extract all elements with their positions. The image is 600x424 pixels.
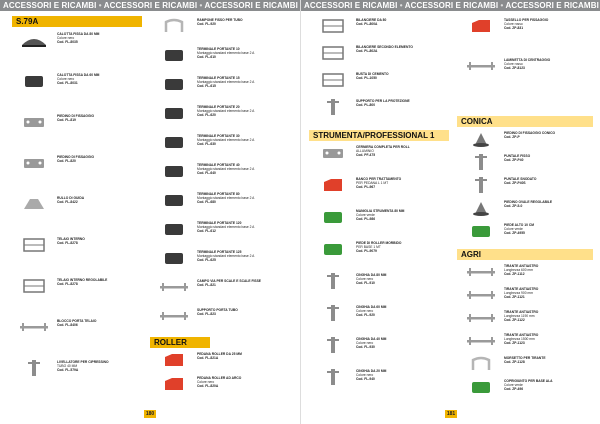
product-entry bbox=[311, 367, 446, 387]
product-description bbox=[356, 18, 451, 26]
product-column-conica bbox=[459, 129, 594, 244]
product-line: Colore nero bbox=[356, 309, 374, 314]
product-line: MANIGLIA STRUMENTA 80 MM bbox=[356, 209, 405, 213]
product-code: Cod. FL-821A bbox=[197, 356, 219, 361]
product-code: Cod. FL-640 bbox=[197, 171, 216, 176]
product-line: TERMINALE PORTANTE 40 bbox=[197, 163, 240, 167]
product-description bbox=[57, 237, 152, 245]
product-code: Cod. FL-8035 bbox=[57, 40, 78, 45]
product-line: BILANCIERE DA 80 bbox=[356, 18, 387, 22]
product-description bbox=[356, 337, 451, 350]
header-text: ACCESSORI E RICAMBI bbox=[404, 1, 499, 10]
product-code: Cod. PL-9079 bbox=[356, 249, 377, 254]
section-title-roller: ROLLER bbox=[150, 337, 210, 348]
product-entry bbox=[152, 350, 292, 370]
product-entry bbox=[152, 248, 292, 268]
product-column-strumenta bbox=[311, 143, 446, 403]
product-entry bbox=[12, 153, 147, 173]
product-line: Colore rosso bbox=[504, 62, 523, 67]
product-description bbox=[57, 32, 152, 45]
product-description bbox=[197, 308, 292, 316]
product-description bbox=[57, 114, 152, 122]
product-code: Cod. FL-920 bbox=[356, 313, 375, 318]
product-photo bbox=[156, 220, 192, 238]
product-column-agri bbox=[459, 262, 594, 402]
product-line: PIEDINO DI FISSAGGIO bbox=[57, 114, 95, 118]
product-line: PIEDINO DI FISSAGGIO CONICO bbox=[504, 131, 556, 135]
product-photo bbox=[463, 222, 499, 240]
product-photo bbox=[463, 153, 499, 171]
product-photo bbox=[463, 332, 499, 350]
product-description bbox=[57, 319, 152, 327]
product-photo bbox=[463, 57, 499, 75]
product-line: PER PEDANA L 1 MT bbox=[356, 181, 389, 186]
product-photo bbox=[315, 336, 351, 354]
product-photo bbox=[16, 113, 52, 131]
product-entry bbox=[12, 112, 147, 132]
product-photo bbox=[463, 130, 499, 148]
product-line: TIRANTE ANTIASTRO bbox=[504, 287, 539, 291]
product-line: Colore nero bbox=[57, 77, 75, 82]
product-photo bbox=[16, 277, 52, 295]
product-photo bbox=[315, 240, 351, 258]
product-code: Cod. ZP-1123 bbox=[504, 341, 525, 346]
product-entry bbox=[152, 161, 292, 181]
product-description bbox=[504, 154, 599, 162]
product-photo bbox=[315, 98, 351, 116]
product-code: Cod. FL-8422 bbox=[57, 200, 78, 205]
product-column-right-2-top bbox=[459, 16, 594, 112]
product-description bbox=[356, 99, 451, 107]
product-entry bbox=[311, 271, 446, 291]
product-line: PER BASE 1 MT bbox=[356, 245, 381, 250]
product-code: Cod. ZP-496 bbox=[504, 387, 524, 392]
product-line: TIRANTE ANTIASTRO bbox=[504, 264, 539, 268]
product-code: Cod. FL-579A bbox=[57, 368, 79, 373]
product-photo bbox=[463, 355, 499, 373]
product-description bbox=[356, 72, 451, 80]
catalog-page-right bbox=[300, 0, 600, 424]
product-description bbox=[356, 45, 451, 53]
product-code: Cod. FL-920 bbox=[197, 22, 216, 27]
product-description bbox=[504, 200, 599, 208]
product-photo bbox=[315, 304, 351, 322]
product-entry bbox=[152, 45, 292, 65]
product-entry bbox=[311, 303, 446, 323]
product-photo bbox=[16, 195, 52, 213]
product-description bbox=[504, 223, 599, 236]
product-photo bbox=[16, 318, 52, 336]
product-line: PEDANA ROLLER AD ARCO bbox=[197, 376, 242, 380]
product-photo bbox=[156, 307, 192, 325]
product-code: Cod. FL-910 bbox=[356, 281, 375, 286]
product-line: PEDANA ROLLER DA 25 MM bbox=[197, 352, 242, 356]
product-entry bbox=[311, 207, 446, 227]
product-line: TELAIO INTERNO REGOLABILE bbox=[57, 278, 108, 282]
product-entry bbox=[311, 335, 446, 355]
product-photo bbox=[315, 272, 351, 290]
product-description bbox=[197, 279, 292, 287]
product-entry bbox=[152, 132, 292, 152]
product-line: SUPPORTO PORTA TUBO bbox=[197, 308, 238, 312]
product-entry bbox=[459, 221, 594, 241]
product-entry bbox=[311, 239, 446, 259]
product-line: CINGHIA DA 20 MM bbox=[356, 369, 387, 373]
product-entry bbox=[12, 235, 147, 255]
product-line: Lunghezza 900 mm bbox=[504, 291, 533, 296]
product-description bbox=[197, 250, 292, 263]
product-line: CINGHIA DA 80 MM bbox=[356, 273, 387, 277]
product-code: Cod. FL-625 bbox=[197, 258, 216, 263]
product-line: TASSELLO PER FISSAGGIO bbox=[504, 18, 549, 22]
product-entry bbox=[12, 30, 147, 50]
product-code: Cod. PL-1050 bbox=[356, 76, 377, 81]
product-photo bbox=[156, 191, 192, 209]
product-line: LIVELLATORE PER CIPRESSINO bbox=[57, 360, 109, 364]
product-photo bbox=[315, 208, 351, 226]
product-code: Cod. FL-821 bbox=[197, 283, 216, 288]
product-line: Lunghezza 1500 mm bbox=[504, 337, 535, 342]
product-code: Cod. FL-620 bbox=[197, 113, 216, 118]
header-text: ACCESSORI E RICAMBI bbox=[103, 1, 198, 10]
product-line: BILANCIERE SECONDO ELEMENTO bbox=[356, 45, 413, 49]
product-line: TUBO 40 MM bbox=[57, 364, 78, 369]
product-code: Cod. FL-930 bbox=[356, 345, 375, 350]
product-entry bbox=[311, 70, 446, 90]
product-column-left-1 bbox=[12, 30, 147, 405]
product-code: Cod. ZP-P40 bbox=[504, 158, 524, 163]
product-photo bbox=[315, 44, 351, 62]
product-line: TERMINALE PORTANTE 30 bbox=[197, 134, 240, 138]
product-photo bbox=[463, 263, 499, 281]
product-code: Cod. FL-612 bbox=[197, 229, 216, 234]
product-line: CERNIERA COMPLETA PER ROLL bbox=[356, 145, 410, 149]
header-text: ACCESSORI E RICAMBI bbox=[3, 1, 97, 10]
product-code: Cod. FL-940 bbox=[356, 377, 375, 382]
product-description bbox=[356, 273, 451, 286]
product-line: Colore verde bbox=[504, 227, 523, 232]
product-photo bbox=[156, 375, 192, 393]
product-description bbox=[197, 105, 292, 118]
product-line: RAMPONE FISSO PER TUBO bbox=[197, 18, 243, 22]
product-description bbox=[356, 305, 451, 318]
product-entry bbox=[459, 16, 594, 36]
product-line: PUNTALE FISSO bbox=[504, 154, 531, 158]
product-description bbox=[197, 376, 292, 389]
product-entry bbox=[12, 194, 147, 214]
product-code: Cod. FL-819 bbox=[57, 118, 76, 123]
product-code: Cod. FL-615 bbox=[197, 84, 216, 89]
product-line: Colore verde bbox=[504, 383, 523, 388]
product-line: TIRANTE ANTIASTRO bbox=[504, 310, 539, 314]
product-photo bbox=[156, 75, 192, 93]
product-line: Lunghezza 600 mm bbox=[504, 268, 533, 273]
product-description bbox=[197, 18, 292, 26]
product-photo bbox=[156, 249, 192, 267]
product-description bbox=[197, 76, 292, 89]
product-photo bbox=[315, 71, 351, 89]
product-description bbox=[504, 177, 599, 185]
product-line: LAMINETTA DI CENTRAGGIO bbox=[504, 58, 551, 62]
product-code: Cod. PL-800 bbox=[356, 103, 376, 108]
product-line: BLOCCO PORTA TELAIO bbox=[57, 319, 97, 323]
product-code: Cod. ZP-1112 bbox=[504, 272, 525, 277]
product-line: PIEDE DI ROLLER MORBIDO bbox=[356, 241, 402, 245]
product-entry bbox=[459, 331, 594, 351]
product-entry bbox=[152, 306, 292, 326]
product-description bbox=[504, 264, 599, 277]
product-description bbox=[504, 356, 599, 364]
product-description bbox=[356, 145, 451, 158]
page-number-right: 181 bbox=[446, 411, 456, 417]
product-line: TERMINALE PORTANTE 80 bbox=[197, 192, 240, 196]
product-entry bbox=[311, 16, 446, 36]
product-description bbox=[504, 333, 599, 346]
product-line: TELAIO INTERNO bbox=[57, 237, 85, 241]
product-code: Cod. ZP-1122 bbox=[504, 318, 525, 323]
product-line: PUNTALE SNODATO bbox=[504, 177, 537, 181]
product-photo bbox=[16, 154, 52, 172]
product-line: TERMINALE PORTANTE 20 bbox=[197, 105, 240, 109]
product-line: Colore nero bbox=[356, 277, 374, 282]
product-code: Cod. PL-800A bbox=[356, 22, 378, 27]
product-line: Colore nero bbox=[356, 373, 374, 378]
product-description bbox=[57, 155, 152, 163]
product-photo bbox=[156, 351, 192, 369]
product-description bbox=[57, 360, 152, 373]
product-description bbox=[504, 58, 599, 71]
product-code: Cod. PL-986 bbox=[356, 217, 376, 222]
product-description bbox=[504, 287, 599, 300]
product-photo bbox=[315, 17, 351, 35]
product-description bbox=[197, 163, 292, 176]
product-description bbox=[197, 192, 292, 205]
product-code: Cod. ZP-831 bbox=[504, 26, 524, 31]
product-line: Colore nero bbox=[356, 341, 374, 346]
product-code: Cod. FL-823 bbox=[197, 312, 216, 317]
product-entry bbox=[311, 43, 446, 63]
product-column-left-2 bbox=[152, 16, 292, 336]
product-code: Cod. ZP-1121 bbox=[504, 295, 525, 300]
product-entry bbox=[459, 175, 594, 195]
product-photo bbox=[156, 17, 192, 35]
product-description bbox=[356, 369, 451, 382]
product-line: MORSETTO PER TIRANTE bbox=[504, 356, 546, 360]
product-code: Cod. FL-820A bbox=[197, 384, 219, 389]
product-code: Cod. FL-8406 bbox=[57, 323, 78, 328]
product-line: PIEDE ALTO 10 CM bbox=[504, 223, 534, 227]
product-description bbox=[197, 221, 292, 234]
product-photo bbox=[16, 359, 52, 377]
product-photo bbox=[16, 31, 52, 49]
product-description bbox=[197, 352, 292, 360]
product-code: Cod. PL-802A bbox=[356, 49, 378, 54]
product-entry bbox=[152, 190, 292, 210]
product-line: BUSTA DI CEMENTO bbox=[356, 72, 389, 76]
header-text: ACCESSORI E RICAMBI bbox=[505, 1, 599, 10]
product-description bbox=[504, 310, 599, 323]
product-code: Cod. ZP-P bbox=[504, 135, 520, 140]
product-photo bbox=[315, 176, 351, 194]
product-photo bbox=[463, 309, 499, 327]
product-line: RULLO DI GUIDA bbox=[57, 196, 85, 200]
product-entry bbox=[311, 143, 446, 163]
product-line: ALLUMINIO bbox=[356, 149, 374, 154]
product-entry bbox=[459, 129, 594, 149]
product-photo bbox=[463, 286, 499, 304]
product-entry bbox=[459, 308, 594, 328]
product-line: Montaggio standard elemento base 2 A bbox=[197, 138, 255, 143]
product-description bbox=[197, 47, 292, 60]
product-line: Colore nero bbox=[197, 380, 215, 385]
header-text: ACCESSORI E RICAMBI bbox=[204, 1, 298, 10]
product-line: Colore nero bbox=[57, 36, 75, 41]
product-code: Cod. ZP-4955 bbox=[504, 231, 525, 236]
product-entry bbox=[459, 354, 594, 374]
product-entry bbox=[152, 74, 292, 94]
product-description bbox=[356, 177, 451, 190]
product-line: Montaggio standard elemento base 2 A bbox=[197, 80, 255, 85]
product-description bbox=[57, 73, 152, 86]
section-title-conica: CONICA bbox=[457, 116, 593, 127]
product-code: Cod. ZP-1128 bbox=[504, 360, 525, 365]
product-line: Montaggio standard elemento base 2 A bbox=[197, 51, 255, 56]
product-photo bbox=[315, 144, 351, 162]
product-code: Cod. ZP-5-0 bbox=[504, 204, 523, 209]
product-line: TERMINALE PORTANTE 10 bbox=[197, 47, 240, 51]
product-line: PIEDINO DI FISSAGGIO bbox=[57, 155, 95, 159]
product-photo bbox=[16, 236, 52, 254]
section-title-strumenta: STRUMENTA/PROFESSIONAL 1 bbox=[309, 130, 449, 141]
product-photo bbox=[463, 199, 499, 217]
product-entry bbox=[459, 377, 594, 397]
product-description bbox=[57, 196, 152, 204]
product-line: Montaggio standard elemento base 2 A bbox=[197, 167, 255, 172]
product-line: Montaggio standard elemento base 2 A bbox=[197, 196, 255, 201]
product-photo bbox=[156, 278, 192, 296]
product-code: Cod. ZP-P40S bbox=[504, 181, 526, 186]
product-line: Colore rosso bbox=[504, 22, 523, 27]
product-code: Cod. FL-680 bbox=[197, 200, 216, 205]
product-line: CINGHIA DA 40 MM bbox=[356, 337, 387, 341]
product-line: Montaggio standard elemento base 2 A bbox=[197, 225, 255, 230]
product-photo bbox=[16, 72, 52, 90]
product-code: Cod. FL-630 bbox=[197, 142, 216, 147]
product-entry bbox=[311, 97, 446, 117]
product-entry bbox=[152, 103, 292, 123]
product-description bbox=[504, 379, 599, 392]
product-description bbox=[356, 209, 451, 222]
product-code: Cod. ZP-8123 bbox=[504, 66, 525, 71]
product-line: CAMPO VIA PER SCALE E SCALE FISSE bbox=[197, 279, 261, 283]
product-line: TERMINALE PORTANTE 120 bbox=[197, 221, 242, 225]
product-line: PIEDINO OVALE REGOLABILE bbox=[504, 200, 553, 204]
product-photo bbox=[156, 104, 192, 122]
product-description bbox=[504, 18, 599, 31]
product-description bbox=[504, 131, 599, 139]
product-photo bbox=[463, 176, 499, 194]
product-entry bbox=[12, 317, 147, 337]
product-entry bbox=[152, 374, 292, 394]
product-line: CALOTTA FISSA DA 80 MM bbox=[57, 32, 100, 36]
product-photo bbox=[156, 162, 192, 180]
product-line: TIRANTE ANTIASTRO bbox=[504, 333, 539, 337]
page-number-left: 180 bbox=[145, 411, 155, 417]
product-entry bbox=[152, 219, 292, 239]
product-entry bbox=[311, 175, 446, 195]
product-line: Lunghezza 1190 mm bbox=[504, 314, 535, 319]
product-photo bbox=[463, 17, 499, 35]
product-line: CINGHIA DA 60 MM bbox=[356, 305, 387, 309]
product-entry bbox=[12, 276, 147, 296]
product-photo bbox=[156, 133, 192, 151]
product-entry bbox=[459, 198, 594, 218]
product-code: Cod. FL-820 bbox=[57, 159, 76, 164]
product-entry bbox=[152, 277, 292, 297]
product-photo bbox=[463, 378, 499, 396]
section-title-s79a: S.79A bbox=[12, 16, 142, 27]
product-photo bbox=[156, 46, 192, 64]
header-band-left: ACCESSORI E RICAMBI • ACCESSORI E RICAMBI • ACCESSORI E RICAMBI bbox=[0, 0, 300, 11]
product-code: Cod. FL-8278 bbox=[57, 241, 78, 246]
product-line: Colore verde bbox=[356, 213, 375, 218]
product-code: Cod. FL-8278 bbox=[57, 282, 78, 287]
product-entry bbox=[12, 71, 147, 91]
product-entry bbox=[459, 56, 594, 76]
product-entry bbox=[459, 152, 594, 172]
product-line: Montaggio standard elemento base 2 A bbox=[197, 254, 255, 259]
product-line: BANCO PER TRATTAMENTO bbox=[356, 177, 402, 181]
product-line: SUPPORTO PER LA PROTEZIONE bbox=[356, 99, 410, 103]
product-entry bbox=[152, 16, 292, 36]
header-text: ACCESSORI E RICAMBI bbox=[304, 1, 398, 10]
product-entry bbox=[12, 358, 147, 378]
product-code: Cod. PF-475 bbox=[356, 153, 376, 158]
product-column-roller bbox=[152, 350, 292, 400]
product-entry bbox=[459, 262, 594, 282]
section-title-agri: AGRI bbox=[457, 249, 593, 260]
product-description bbox=[57, 278, 152, 286]
product-line: COPRIGIUNTO PER BASE ALA bbox=[504, 379, 553, 383]
product-code: Cod. FL-610 bbox=[197, 55, 216, 60]
product-line: Montaggio standard elemento base 2 A bbox=[197, 109, 255, 114]
product-line: CALOTTA FISSA DA 60 MM bbox=[57, 73, 100, 77]
product-column-right-1-top bbox=[311, 16, 446, 126]
product-description bbox=[356, 241, 451, 254]
product-code: Cod. PL-967 bbox=[356, 185, 376, 190]
header-band-right: ACCESSORI E RICAMBI • ACCESSORI E RICAMBI • ACCESSORI E RICAMBI bbox=[301, 0, 600, 11]
product-line: TERMINALE PORTANTE 15 bbox=[197, 76, 240, 80]
product-code: Cod. FL-8031 bbox=[57, 81, 78, 86]
product-line: TERMINALE PORTANTE 125 bbox=[197, 250, 242, 254]
product-entry bbox=[459, 285, 594, 305]
product-photo bbox=[315, 368, 351, 386]
product-description bbox=[197, 134, 292, 147]
